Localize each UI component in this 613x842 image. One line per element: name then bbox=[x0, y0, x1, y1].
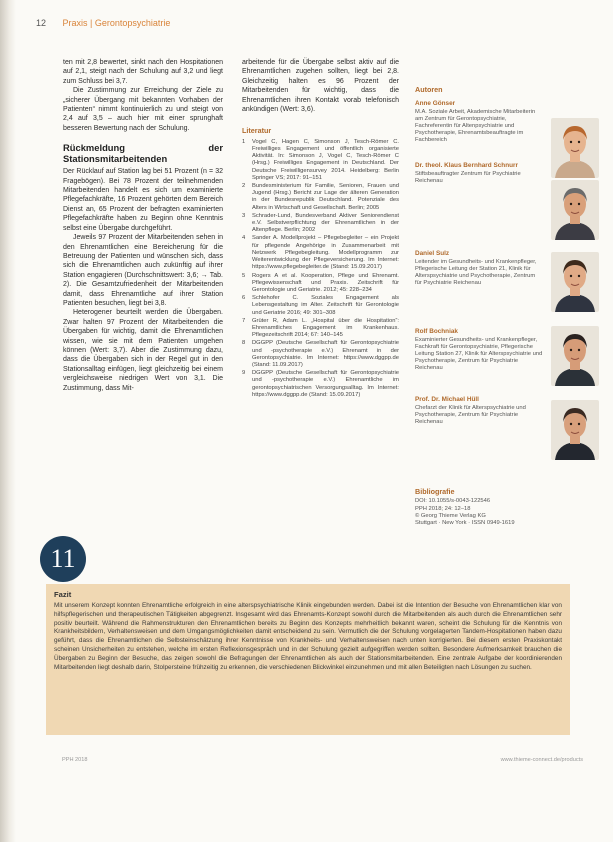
column-left bbox=[63, 58, 223, 393]
literature-text: Grüter R, Adam L. „Hospital über die Hospitation“: Ehrenamtliches Engagement im Krankenhaus. Pflegezeitschrift 2014; 67: 140–145 bbox=[252, 317, 399, 339]
literature-number: 6 bbox=[242, 295, 246, 302]
author-portrait bbox=[551, 400, 599, 460]
author-name: Prof. Dr. Michael Hüll bbox=[415, 395, 479, 403]
literature-item bbox=[242, 295, 399, 317]
author-description: M.A. Soziale Arbeit, Akademische Mitarbeiterin am Zentrum für Gerontopsychiatrie, Fachreferentin für Altenpsychiatrie und Psychotherapie, Ehrenamtsbeauftragte im Fachbereich bbox=[415, 108, 536, 143]
literature-item bbox=[242, 213, 399, 235]
literature-item bbox=[242, 273, 399, 295]
literature-item bbox=[242, 139, 399, 182]
author-name: Rolf Bochniak bbox=[415, 327, 458, 335]
literature-number: 4 bbox=[242, 235, 246, 242]
author-description: Chefarzt der Klinik für Alterspsychiatrie und Psychotherapie, Zentrum für Psychiatrie Reichenau bbox=[415, 404, 526, 425]
author-name: Dr. theol. Klaus Bernhard Schnurr bbox=[415, 161, 518, 169]
literature-text: Schrader-Lund, Bundesverband Aktiver Seniorendienst e.V. Selbstverpflichtung der Ehrenamtlichen in der Altenpflege. Berlin; 2002 bbox=[252, 212, 399, 234]
literature-number: 1 bbox=[242, 138, 246, 145]
portrait-image bbox=[551, 118, 599, 178]
section-title: Praxis | Gerontopsychiatrie bbox=[62, 18, 171, 28]
author-description: Leitender im Gesundheits- und Krankenpfleger, Pflegerische Leitung der Station 21, Klinik für Alterspsychiatrie und Psychotherapie, Zentrum für Psychiatrie Reichenau bbox=[415, 258, 537, 286]
author-portrait bbox=[551, 252, 599, 312]
literature-item bbox=[242, 318, 399, 340]
paragraph: Heterogener beurteilt werden die Übergaben. Zwar halten 97 Prozent der Mitarbeitenden die Übergaben für wichtig, damit die Ehrenamtlichen wissen, wie sie mit dem Patienten umgehen können (Wert: 3,7). Aber die Zustimmung dazu, dass die Übergaben sich in der Regel gut in den Stationsalltag einfügen, liegt gleichzeitig bei einem vergleichsweise niedrigen Wert von 3,1. Die Zustimmung, dass Mit- bbox=[63, 309, 223, 392]
author-portrait bbox=[551, 118, 599, 178]
literature-text: Bundesministerium für Familie, Senioren, Frauen und Jugend (Hrsg.) Bericht zur Lage der älteren Generation in der Bundesrepublik Deutschland. Potenziale des Alters in Wirtschaft und Gesellschaft. Berlin; 2005 bbox=[252, 183, 399, 211]
bibliography-heading: Bibliografie bbox=[415, 487, 455, 496]
portrait-image bbox=[551, 252, 599, 312]
author-description: Stiftsbeauftragter Zentrum für Psychiatrie Reichenau bbox=[415, 170, 521, 184]
bibliography-line: PPH 2018; 24: 12–18 bbox=[415, 505, 471, 512]
author-portrait bbox=[551, 180, 599, 240]
paragraph: Jeweils 97 Prozent der Mitarbeitenden sehen in den Ehrenamtlichen eine Bereicherung für die Betreuung der Patienten und wünschen sich, dass sich die Ehrenamtlichen auch zukünftig auf ihrer Station engagieren (Durchschnittswert: 3,6; → Tab. 2). Die Gesamtzufriedenheit der Mitarbeitenden damit, dass Ehrenamtliche auf ihrer Station Patienten besuchen, liegt bei 3,8. bbox=[63, 234, 223, 307]
literature-heading: Literatur bbox=[242, 126, 272, 136]
paragraph: Der Rücklauf auf Station lag bei 51 Prozent (n = 32 Fragebögen). Bei 78 Prozent der teilnehmenden Mitarbeitenden handelt es sich um examinierte Pflegefachkräfte, 16 Prozent gehörten dem Bereich Dienst an, 65 Prozent der befragten examinierten Pflegefachkräfte haben zu Beginn ohne Kenntnis selbst eine Übergabe durchgeführt. bbox=[63, 168, 223, 232]
bibliography-box bbox=[415, 488, 605, 527]
footer-left: PPH 2018 bbox=[62, 757, 88, 763]
author-name: Daniel Sulz bbox=[415, 249, 450, 257]
literature-text: Schlehofer C. Soziales Engagement als Lebensgestaltung im Alter. Zeitschrift für Gerontologie und Geriatrie 2016; 49: 301–308 bbox=[252, 295, 399, 316]
literature-text: DGGPP (Deutsche Gesellschaft für Gerontopsychiatrie und -psychotherapie e.V.) Ehrenamt in der Gerontopsychiatrie. Im Internet: https://www.dggpp.de (Stand: 11.09.2017) bbox=[252, 340, 399, 368]
bibliography-line: DOI: 10.1055/s-0043-122546 bbox=[415, 498, 491, 505]
author-portrait bbox=[551, 326, 599, 386]
authors-column bbox=[415, 85, 603, 425]
author-name: Anne Gönser bbox=[415, 99, 456, 107]
page-number: 12 bbox=[36, 18, 47, 28]
literature-text: Rogers A et al. Kooperation, Pflege und Ehrenamt. Pflegewissenschaft und Praxis. Zeitschrift für Gerontologie und Geriatrie. 2012; 45: 228–234 bbox=[252, 272, 399, 293]
bibliography-line: Stuttgart · New York · ISSN 0949-1619 bbox=[415, 520, 515, 527]
literature-text: DGGPP (Deutsche Gesellschaft für Gerontopsychiatrie und -psychotherapie e.V.) Ehrenamtliche im gerontopsychiatrischen Versorgungsalltag. Im Internet: https://www.dggpp.de (Stand: 15.09.2017) bbox=[252, 370, 399, 398]
literature-list bbox=[242, 139, 399, 399]
column-middle bbox=[242, 58, 399, 400]
running-header bbox=[36, 18, 170, 28]
literature-text: Sander A. Modellprojekt – Pflegebegleiter – ein Projekt für pflegende Angehörige in Zusammenarbeit mit Netzwerk Pflegebegleitung. Modellprogramm zur Weiterentwicklung der Pflegeversicherung. Im Internet: https://www.pflegebegleiter.de (Stand: 15.09.2017) bbox=[252, 235, 399, 271]
literature-number: 7 bbox=[242, 317, 246, 324]
literature-number: 3 bbox=[242, 212, 246, 219]
paragraph: Die Zustimmung zur Erreichung der Ziele zu „sicherer Übergang mit bekannten Vorhaben der Patienten“ nimmt kontinuierlich zu und steigt von 2,4 auf 3,5 – auch hier mit einer sprunghaft besseren Bewertung nach der Schulung. bbox=[63, 87, 223, 132]
paragraph: ten mit 2,8 bewertet, sinkt nach den Hospitationen auf 2,1, steigt nach der Schulung auf 3,2 und liegt zum Schluss bei 3,7. bbox=[63, 59, 223, 85]
authors-heading: Autoren bbox=[415, 85, 443, 94]
literature-number: 9 bbox=[242, 370, 246, 377]
paragraph: arbeitende für die Übergabe selbst aktiv auf die Ehrenamtlichen zugehen sollten, liegt bei 2,8. Gleichzeitig halten es 96 Prozent der Mitarbeitenden für wichtig, dass die Ehrenamtlichen ihren Kontakt vorab telefonisch ankündigen (Wert: 3,6). bbox=[242, 59, 399, 114]
circle-badge: 11 bbox=[40, 536, 86, 582]
author-description: Examinierter Gesundheits- und Krankenpfleger, Fachkraft für Gerontopsychiatrie, Pflegerische Leitung Station 27, Klinik für Alterspsychiatrie und Psychotherapie, Zentrum für Psychiatrie Reichenau bbox=[415, 336, 543, 371]
footer-right: www.thieme-connect.de/products bbox=[500, 757, 583, 763]
section-heading: Rückmeldung der Stationsmitarbeitenden bbox=[63, 142, 223, 165]
portrait-image bbox=[551, 326, 599, 386]
literature-item bbox=[242, 370, 399, 399]
bibliography-line: © Georg Thieme Verlag KG bbox=[415, 512, 486, 519]
literature-text: Vogel C, Hagen C, Simonson J, Tesch-Römer C. Freiwilliges Engagement und öffentlich organisierte Aktivität. In: Simonson J, Vogel C, Tesch-Römer C (Hrsg.) Freiwilliges Engagement in Deutschland. Der Deutsche Freiwilligensurvey 2014. Heidelberg: Berlin Springer VS; 2017: 91–151 bbox=[252, 138, 399, 181]
conclusion-box bbox=[46, 584, 570, 735]
literature-number: 2 bbox=[242, 183, 246, 190]
literature-number: 5 bbox=[242, 272, 246, 279]
literature-item bbox=[242, 340, 399, 369]
literature-item bbox=[242, 183, 399, 212]
portrait-image bbox=[551, 400, 599, 460]
literature-item bbox=[242, 235, 399, 271]
conclusion-heading: Fazit bbox=[54, 590, 72, 599]
literature-number: 8 bbox=[242, 340, 246, 347]
portrait-image bbox=[551, 180, 599, 240]
page-spine-shadow bbox=[0, 0, 16, 842]
conclusion-text: Mit unserem Konzept konnten Ehrenamtliche erfolgreich in eine alterspsychiatrische Klinik eingebunden werden. Dabei ist die Intention der Besuche von Ehrenamtlichen klar von hilfspflegerischen und therapeutischen Tätigkeiten abgegrenzt. Insgesamt wird das Ehrenamts-Konzept sowohl durch die Mitarbeitenden als auch durch die Ehrenamtlichen sehr positiv beurteilt. Während die Rahmenstrukturen den Ehrenamtlichen bereits zu Beginn des Konzepts mehrheitlich bekannt waren, scheint die Schulung für die Kenntnis von Krankheitsbildern, Verhaltensweisen und dem Umgangsmöglichkeiten damit entscheidend zu sein. Vermutlich die der Schulung vorgelagerten Tandem-Hospitationen haben dazu geführt, dass die Ehrenamtlichen die Selbsteinschätzung ihrer Kenntnisse von Krankheits- und Verhaltensweisen nach unten korrigierten. Bei diesem ersten Praxiskontakt scheinen Unsicherheiten zu entstehen, welche im ersten Reflexionsgespräch und in der Schulung gezielt aufgegriffen werden sollten. Besondere Aufmerksamkeit brauchen die Übergaben zu Beginn der Besuche, das zeigen sowohl die Befragungen der Ehrenamtlichen als auch der Stationsmitarbeitenden. Eine zentrale Aufgabe der koordinierenden Mitarbeitenden liegt deshalb darin, Stolpersteine frühzeitig zu erkennen, die verschiedenen Blickwinkel einzunehmen und mit allen Beteiligten nach Lösungen zu suchen. bbox=[54, 602, 562, 671]
